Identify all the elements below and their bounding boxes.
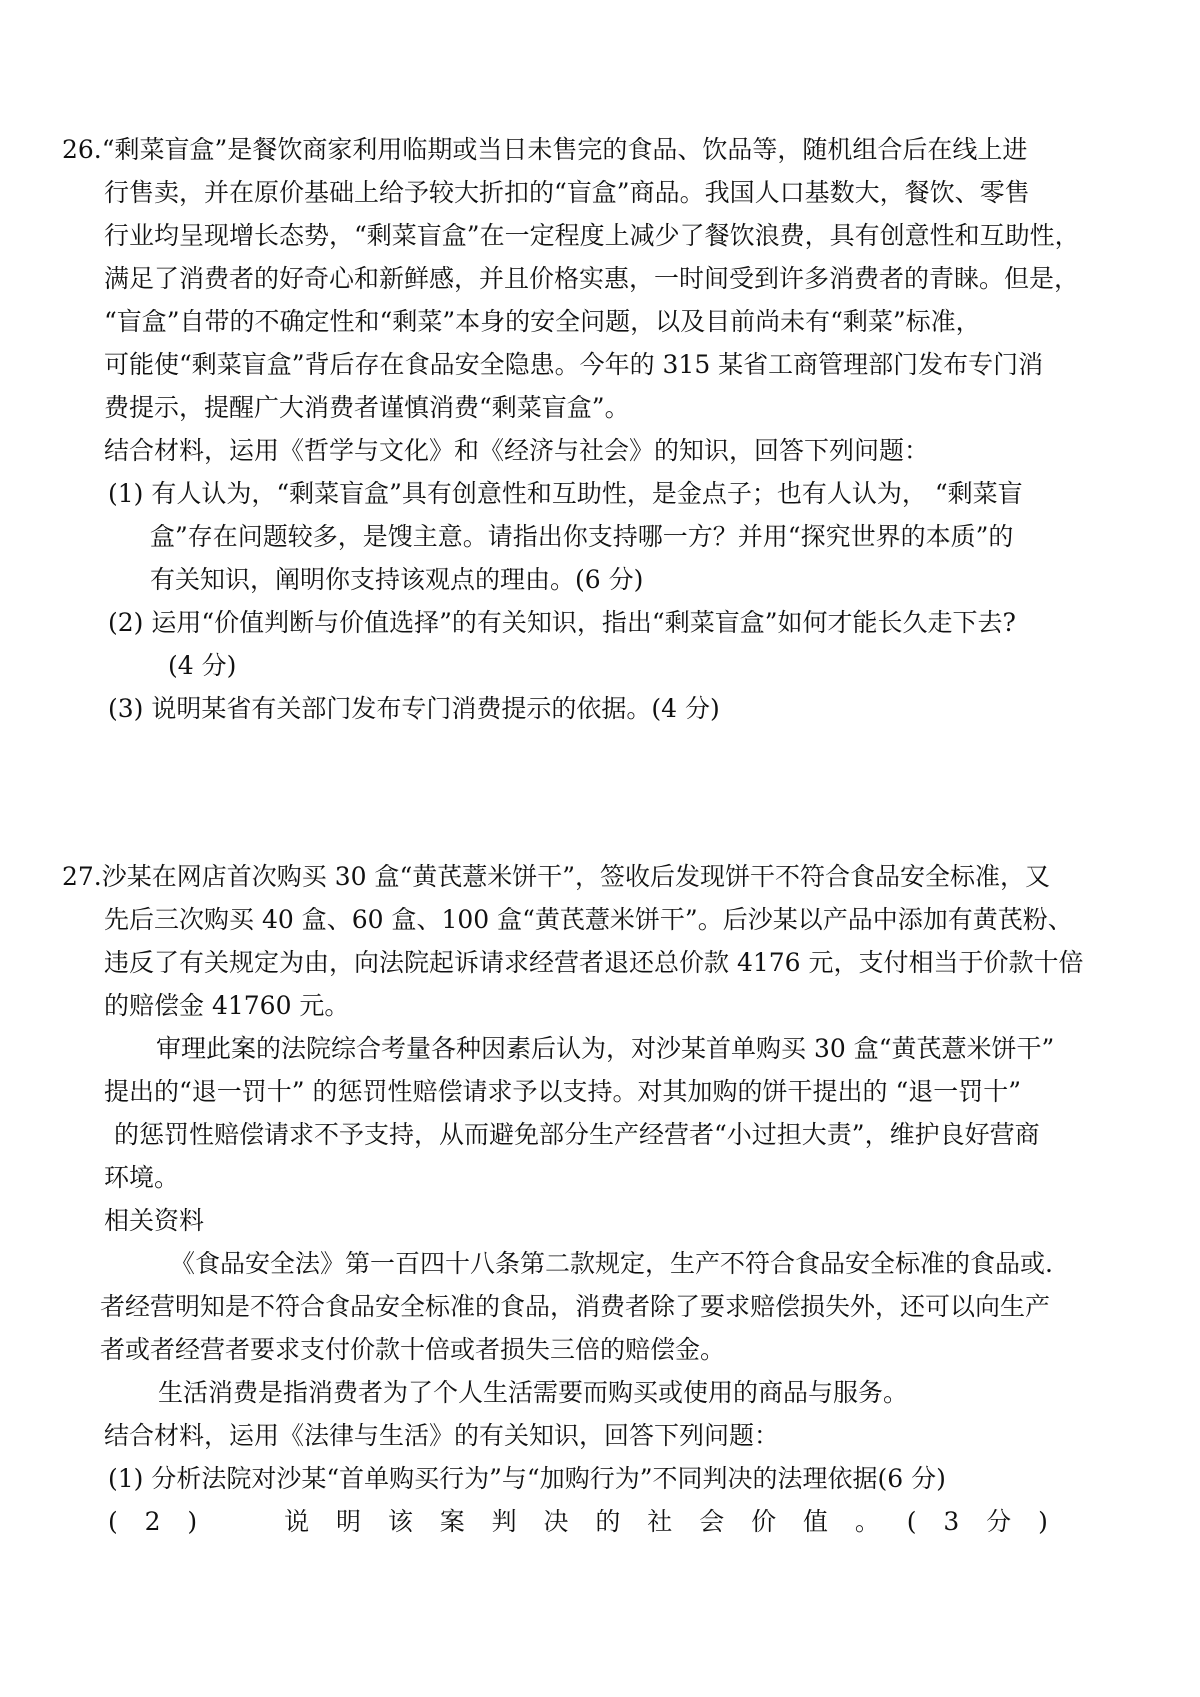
q27-sub2-char: 分 <box>986 1507 1012 1536</box>
q27-law-line-3: 者或者经营者要求支付价款十倍或者损失三倍的赔偿金。 <box>100 1335 726 1364</box>
q26-sub1-line-3: 有关知识，阐明你支持该观点的理由。(6 分) <box>150 565 644 594</box>
q27-sub1: (1) 分析法院对沙某“首单购买行为”与“加购行为”不同判决的法理依据(6 分) <box>108 1464 946 1493</box>
q27-sub2-char: 明 <box>335 1507 361 1536</box>
q27-sub2-char: 的 <box>595 1507 621 1536</box>
q26-sub3: (3) 说明某省有关部门发布专门消费提示的依据。(4 分) <box>108 694 720 723</box>
q27-sub2-char: 该 <box>387 1507 413 1536</box>
q27-instruction: 结合材料，运用《法律与生活》的有关知识，回答下列问题： <box>104 1421 780 1450</box>
q27-sub2-char: 2 <box>144 1507 161 1536</box>
q27-sub2-char: ( <box>906 1507 917 1536</box>
q27-sub2 <box>108 1507 1048 1537</box>
q27-sub2-char: ) <box>187 1507 198 1536</box>
q27-sub2-char: 决 <box>543 1507 569 1536</box>
q27-line-1: 27.沙某在网店首次购买 30 盒“黄芪薏米饼干”，签收后发现饼干不符合食品安全标准，又 <box>62 862 1051 891</box>
q26-line-2: 行售卖，并在原价基础上给予较大折扣的“盲盒”商品。我国人口基数大，餐饮、零售 <box>104 178 1030 207</box>
q27-sub2-char: 值 <box>802 1507 828 1536</box>
q27-sub2-char: 。 <box>854 1507 880 1536</box>
q27-line-4: 的赔偿金 41760 元。 <box>104 991 350 1020</box>
q27-sub2-char: 案 <box>439 1507 465 1536</box>
q26-instruction: 结合材料，运用《哲学与文化》和《经济与社会》的知识，回答下列问题： <box>104 436 930 465</box>
q26-line-3: 行业均呈现增长态势，“剩菜盲盒”在一定程度上减少了餐饮浪费，具有创意性和互助性， <box>104 221 1080 250</box>
q27-law-line-1: 《食品安全法》第一百四十八条第二款规定，生产不符合食品安全标准的食品或. <box>170 1249 1053 1278</box>
q26-line-7: 费提示，提醒广大消费者谨慎消费“剩菜盲盒”。 <box>104 393 630 422</box>
q27-law-line-2: 者经营明知是不符合食品安全标准的食品，消费者除了要求赔偿损失外，还可以向生产 <box>100 1292 1051 1321</box>
q27-sub2-char: ( <box>108 1507 118 1536</box>
q27-court-line-1: 审理此案的法院综合考量各种因素后认为，对沙某首单购买 30 盒“黄芪薏米饼干” <box>156 1034 1055 1063</box>
q26-line-1: 26.“剩菜盲盒”是餐饮商家利用临期或当日未售完的食品、饮品等，随机组合后在线上进 <box>62 135 1028 164</box>
q27-sub2-char: ) <box>1038 1507 1048 1536</box>
q27-line-2: 先后三次购买 40 盒、60 盒、100 盒“黄芪薏米饼干”。后沙某以产品中添加有黄芪粉、 <box>104 905 1073 934</box>
q26-sub1-line-1: (1) 有人认为，“剩菜盲盒”具有创意性和互助性，是金点子；也有人认为， “剩菜盲 <box>108 479 1023 508</box>
q27-court-line-3: 的惩罚性赔偿请求不予支持，从而避免部分生产经营者“小过担大责”，维护良好营商 <box>114 1120 1040 1149</box>
q27-sub2-char: 社 <box>647 1507 673 1536</box>
q27-sub2-char: 判 <box>491 1507 517 1536</box>
q27-sub2-char: 3 <box>943 1507 960 1536</box>
q27-consumption-definition: 生活消费是指消费者为了个人生活需要而购买或使用的商品与服务。 <box>158 1378 909 1407</box>
q26-sub2-line-2: (4 分) <box>168 651 237 680</box>
q26-line-6: 可能使“剩菜盲盒”背后存在食品安全隐患。今年的 315 某省工商管理部门发布专门消 <box>104 350 1044 379</box>
q27-court-line-2: 提出的“退一罚十” 的惩罚性赔偿请求予以支持。对其加购的饼干提出的 “退一罚十” <box>104 1077 1022 1106</box>
q27-line-3: 违反了有关规定为由，向法院起诉请求经营者退还总价款 4176 元，支付相当于价款十倍 <box>104 948 1084 977</box>
q26-sub2-line-1: (2) 运用“价值判断与价值选择”的有关知识，指出“剩菜盲盒”如何才能长久走下去? <box>108 608 1016 637</box>
q27-court-line-4: 环境。 <box>104 1163 180 1192</box>
q27-sub2-char: 价 <box>751 1507 777 1536</box>
q27-sub2-char: 说 <box>284 1507 310 1536</box>
q26-sub1-line-2: 盒”存在问题较多，是馊主意。请指出你支持哪一方？并用“探究世界的本质”的 <box>150 522 1014 551</box>
q27-sub2-char: 会 <box>699 1507 725 1536</box>
q26-line-5: “盲盒”自带的不确定性和“剩菜”本身的安全问题，以及目前尚未有“剩菜”标准， <box>104 307 981 336</box>
q26-line-4: 满足了消费者的好奇心和新鲜感，并且价格实惠，一时间受到许多消费者的青睐。但是， <box>104 264 1080 293</box>
q27-reference-title: 相关资料 <box>104 1206 205 1235</box>
